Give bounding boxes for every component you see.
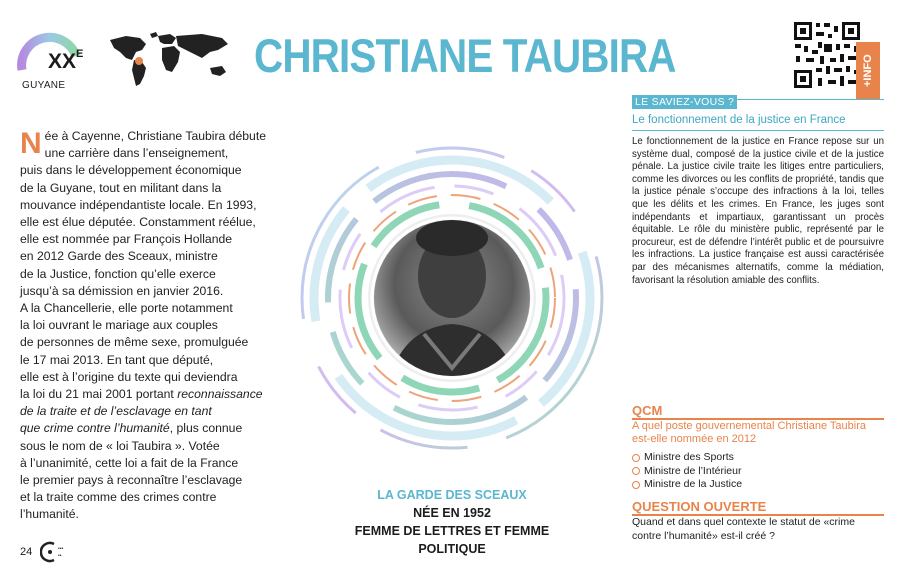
bio-line: le premier pays à reconnaître l’esclavage [20,473,243,488]
bio-line: de la Justice, fonction qu’elle exerce [20,266,216,281]
bio-line: elle est élue députée. Constamment réélue, [20,215,256,230]
bio-italic-run: reconnaissance [177,387,263,402]
radio-button-icon[interactable] [632,481,640,489]
portrait-caption [320,486,584,558]
svg-text:•••: ••• [58,546,64,552]
qcm-option[interactable] [632,465,742,479]
caption-role: LA GARDE DES SCEAUX [377,488,527,502]
bio-line: mouvance indépendantiste locale. En 1993, [20,197,257,212]
bio-italic-run: que crime contre l’humanité [20,421,170,436]
section-divider [632,130,884,131]
bio-line [20,386,282,403]
plus-info-tab[interactable]: +INFO [856,42,880,100]
bio-line: la loi ouvrant le mariage aux couples [20,318,218,333]
bio-line [20,420,282,437]
region-label: GUYANE [22,80,66,91]
century-text: XX [48,50,77,73]
portrait-image [294,138,610,468]
qr-code-icon[interactable] [792,20,862,90]
century-label [48,50,83,74]
bio-line: sous le nom de « loi Taubira ». Votée [20,438,220,453]
bio-line: à l’unanimité, cette loi a fait de la France [20,455,239,470]
radio-button-icon[interactable] [632,454,640,462]
did-you-know-tag: LE SAVIEZ-VOUS ? [632,95,737,109]
bio-line: de personnes de même sexe, promulguée [20,335,249,350]
bio-line: une carrière dans l’enseignement, [44,146,229,161]
biography-text [20,128,282,524]
bio-line: jusqu’à sa démission en janvier 2016. [20,283,224,298]
did-you-know-heading: Le fonctionnement de la justice en France [632,114,846,126]
svg-text:••: •• [58,553,62,559]
drop-cap: N [20,127,42,160]
caption-description: FEMME DE LETTRES ET FEMME POLITIQUE [354,524,550,556]
qcm-question: A quel poste gouvernemental Christiane Taubira est-elle nommée en 2012 [632,420,867,445]
qcm-option-label: Ministre des Sports [644,451,734,463]
bio-line: puis dans le développement économique [20,163,242,178]
publisher-logo-icon [40,540,76,564]
open-question-text: Quand et dans quel contexte le statut de «crime contre l’humanité» est-il créé ? [632,516,855,542]
bio-text-run: la loi du 21 mai 2001 portant [20,387,178,402]
qcm-option-label: Ministre de l’Intérieur [644,464,742,477]
bio-line: elle est nommée par François Hollande [20,232,233,247]
caption-birth: NÉE EN 1952 [413,506,491,520]
page-number: 24 [20,546,33,558]
bio-italic-run: de la traite et de l’esclavage en tant [20,404,212,419]
bio-line: de la Guyane, tout en militant dans la [20,180,222,195]
bio-line: A la Chancellerie, elle porte notamment [20,301,233,316]
century-superscript: E [76,48,84,60]
bio-line: et la traite comme des crimes contre [20,490,217,505]
page-title: CHRISTIANE TAUBIRA [254,29,676,82]
qcm-option[interactable] [632,451,742,465]
bio-line: ée à Cayenne, Christiane Taubira débute [44,129,267,143]
qcm-option-label: Ministre de la Justice [644,478,743,491]
bio-line [20,403,282,420]
bio-line: elle est à l’origine du texte qui deviendra [20,369,238,384]
bio-line: l’humanité. [20,507,79,522]
open-question-title: QUESTION OUVERTE [632,499,767,514]
bio-line: en 2012 Garde des Sceaux, ministre [20,249,218,264]
bio-text-run: , plus connue [169,421,243,436]
did-you-know-body: Le fonctionnement de la justice en France repose sur un système dual, composé de la justice civile et de la justice pénale. La justice civile traite les litiges entre particuliers, comme les divorces ou les conflits de propriété, tandis que la justice pénale s’occupe des infractions à la loi, telles que les délits et les crimes. En France, les juges sont indépendants et impartiaux, garantissant un procès équitable. Le rôle du ministère public, représenté par le procureur, est de défendre l’intérêt public et de poursuivre les infractions. La justice française est aussi caractérisée par des mécanismes alternatifs, comme la médiation, favorisant la résolution amiable des conflits. [632,136,884,286]
radio-button-icon[interactable] [632,467,640,475]
qcm-title: QCM [632,403,663,418]
world-map-icon [106,30,236,90]
bio-line: le 17 mai 2013. En tant que député, [20,352,214,367]
qcm-options [632,451,742,492]
qcm-option[interactable] [632,478,742,492]
